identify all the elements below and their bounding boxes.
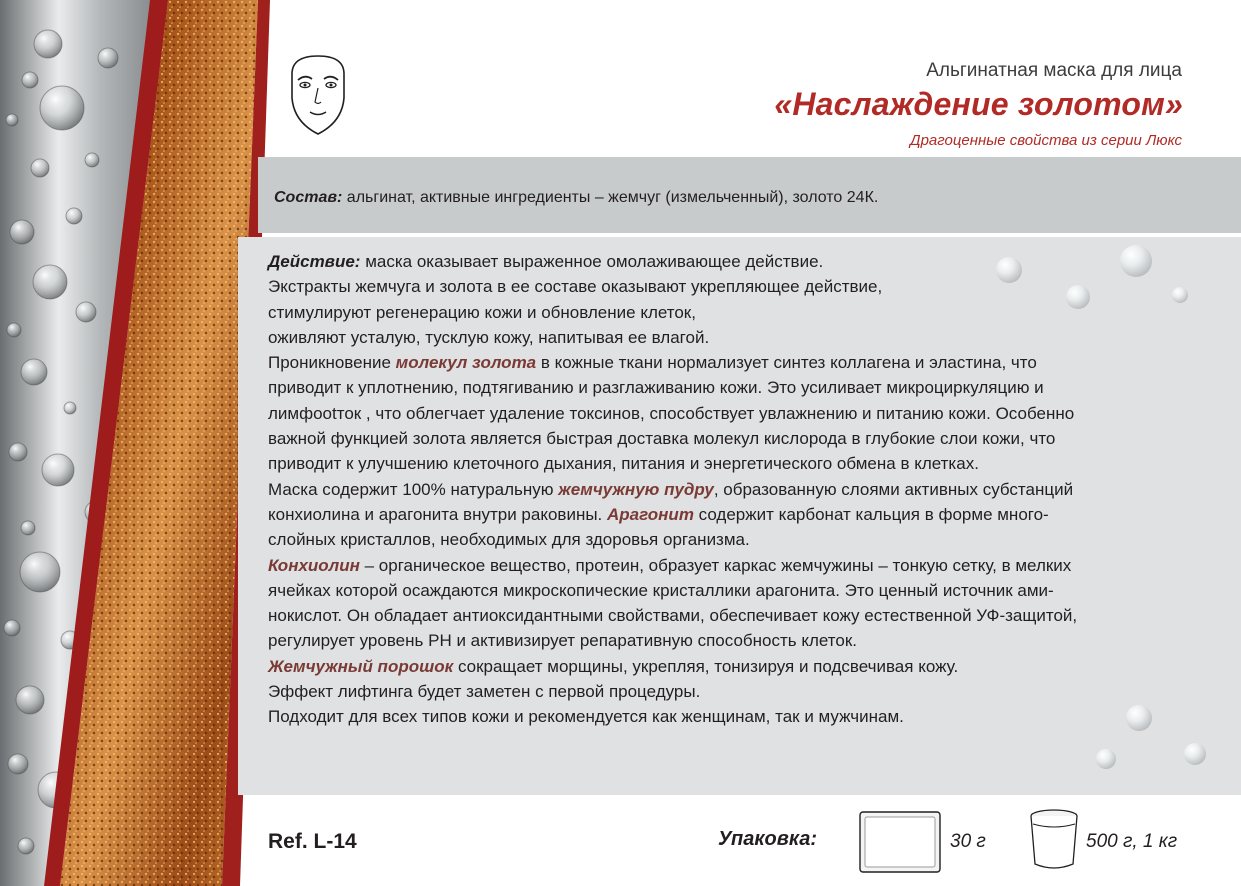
water-drop-icon — [8, 754, 28, 774]
size-large: 500 г, 1 кг — [1086, 831, 1178, 852]
action-section — [238, 237, 1241, 795]
water-drop-icon — [1184, 743, 1206, 765]
water-drop-icon — [20, 552, 60, 592]
text-line: оживляют усталую, тусклую кожу, напитывая ее влагой. — [268, 327, 710, 347]
action-text — [268, 249, 1148, 730]
text-line — [268, 654, 1148, 679]
water-drop-icon — [76, 302, 96, 322]
jar-icon — [1028, 808, 1080, 872]
text-span: конхиолина и арагонита внутри раковины. — [268, 504, 608, 524]
highlight-conchiolin: Конхиолин — [268, 555, 360, 575]
composition-label: Состав: — [274, 189, 343, 206]
text-line: лимфootток , что облегчает удаление токсинов, способствует увлажнению и питанию кожи. Особенно — [268, 403, 1075, 423]
composition-value: альгинат, активные ингредиенты – жемчуг (измельченный), золото 24К. — [342, 189, 879, 206]
text-line: важной функцией золота является быстрая доставка молекул кислорода в глубокие слои кожи, что — [268, 429, 1056, 449]
text-span: сокращает морщины, укрепляя, тонизируя и подсвечивая кожу. — [453, 656, 959, 676]
product-tagline: Драгоценные свойства из серии Люкс — [910, 132, 1182, 149]
text-line: Эффект лифтинга будет заметен с первой процедуры. — [268, 682, 701, 702]
text-span: – органическое вещество, протеин, образует каркас жемчужины – тонкую сетку, в мелких — [359, 555, 1072, 575]
highlight-aragonite: Арагонит — [607, 504, 694, 524]
text-span: в кожные ткани нормализует синтез коллагена и эластина, что — [536, 353, 1037, 373]
composition-text — [274, 189, 878, 207]
text-span: маска оказывает выраженное омолаживающее действие. — [360, 252, 824, 271]
text-line: нокислот. Он обладает антиоксидантными свойствами, обеспечивает кожу естественной УФ-защитой, — [268, 606, 1078, 626]
water-drop-icon — [1096, 749, 1116, 769]
text-line — [268, 553, 1148, 578]
face-outline-icon — [278, 52, 358, 138]
water-drop-icon — [42, 454, 74, 486]
water-drop-icon — [4, 620, 20, 636]
water-drop-icon — [10, 220, 34, 244]
water-drop-icon — [66, 208, 82, 224]
water-drop-icon — [22, 72, 38, 88]
water-drop-icon — [9, 443, 27, 461]
text-line — [268, 249, 1148, 274]
text-line — [268, 502, 1148, 527]
water-drop-icon — [18, 838, 34, 854]
size-small: 30 г — [950, 831, 986, 852]
action-label: Действие: — [268, 252, 361, 271]
text-line: приводит к улучшению клеточного дыхания, питания и энергетического обмена в клетках. — [268, 454, 979, 474]
water-drop-icon — [6, 114, 18, 126]
product-title: «Наслаждение золотом» — [774, 86, 1183, 122]
water-drop-icon — [16, 686, 44, 714]
reference-code: Ref. L-14 — [268, 830, 357, 853]
text-line: стимулируют регенерацию кожи и обновление клеток, — [268, 302, 696, 322]
water-drop-icon — [40, 86, 84, 130]
highlight-gold-molecules: молекул золота — [395, 353, 537, 373]
water-drop-icon — [98, 48, 118, 68]
water-drop-icon — [64, 402, 76, 414]
water-drop-icon — [31, 159, 49, 177]
text-span: , образованную слоями активных субстанций — [713, 479, 1074, 499]
text-span: содержит карбонат кальция в форме много- — [693, 504, 1049, 524]
text-line — [268, 350, 1148, 375]
text-line: слойных кристаллов, необходимых для здоровья организма. — [268, 530, 750, 550]
highlight-pearl-powder-2: Жемчужный порошок — [268, 656, 454, 676]
decorative-side-artwork — [0, 0, 270, 886]
text-span: Проникновение — [268, 353, 396, 373]
highlight-pearl-powder: жемчужную пудру — [558, 479, 714, 499]
sachet-icon — [858, 810, 942, 874]
text-line: Экстракты жемчуга и золота в ее составе оказывают укрепляющее действие, — [268, 277, 883, 297]
water-drop-icon — [7, 323, 21, 337]
text-line: регулирует уровень PH и активизирует репаративную способность клеток. — [268, 631, 857, 651]
text-line: ячейках которой осаждаются микроскопические кристаллики арагонита. Это ценный источник ами- — [268, 580, 1054, 600]
water-drop-icon — [33, 265, 67, 299]
composition-section — [258, 157, 1241, 233]
packaging-label: Упаковка: — [718, 828, 817, 850]
product-subtitle: Альгинатная маска для лица — [926, 60, 1182, 81]
text-line — [268, 477, 1148, 502]
water-drop-icon — [85, 153, 99, 167]
text-span: Маска содержит 100% натуральную — [268, 479, 559, 499]
water-drop-icon — [34, 30, 62, 58]
water-drop-icon — [21, 359, 47, 385]
water-drop-icon — [1172, 287, 1188, 303]
text-line: приводит к уплотнению, подтягиванию и разглаживанию кожи. Это усиливает микроциркуляцию и — [268, 378, 1044, 398]
text-line: Подходит для всех типов кожи и рекомендуется как женщинам, так и мужчинам. — [268, 707, 904, 727]
water-drop-icon — [21, 521, 35, 535]
